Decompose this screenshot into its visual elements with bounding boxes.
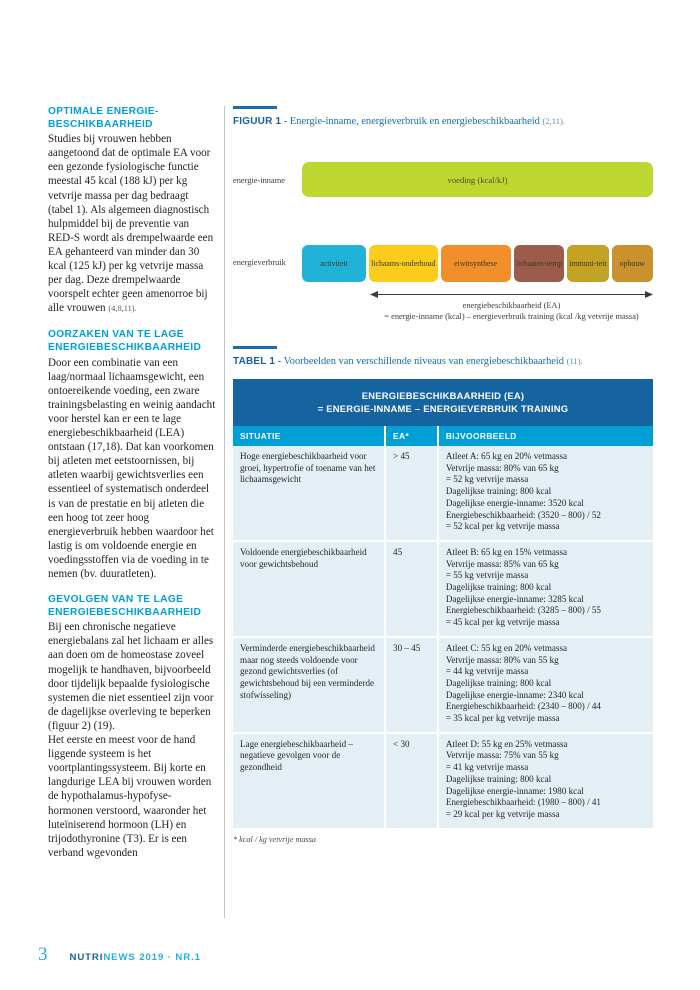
table-caption-reference: (11). xyxy=(566,356,583,366)
example-line: = 52 kcal per kg vetvrije massa xyxy=(445,521,560,532)
example-line: Energiebeschikbaarheid: (3520 – 800) / 52 xyxy=(445,509,601,520)
cell-situatie: Verminderde energiebeschikbaarheid maar nog steeds voldoende voor gezond gewichtsverlies (of gewichtsbehoud bij een verminderde stofwisseling) xyxy=(233,638,386,734)
page-number: 3 xyxy=(38,944,48,965)
body-paragraph: Bij een chronische negatieve energiebalans zal het lichaam er alles aan doen om de homeostase zoveel mogelijk te handhaven, bijvoorbeeld door tijdelijk bepaalde fysiologische systemen die niet essentieel zijn voor de dagelijkse overleving te beperken (figuur 2) (19). xyxy=(48,621,214,732)
example-line: = 55 kg vetvrije massa xyxy=(445,570,529,581)
expenditure-segments xyxy=(302,245,653,282)
segment-label: lichaams- xyxy=(371,258,402,268)
example-line: Vetvrije massa: 75% van 55 kg xyxy=(445,750,559,761)
figure-label-energie-inname: energie-inname xyxy=(233,176,285,185)
example-line: Dagelijkse energie-inname: 3520 kcal xyxy=(445,497,584,508)
ea-arrow-annotation xyxy=(370,290,653,322)
body-paragraph: Door een combinatie van een laag/normaal lichaamsgewicht, een ontoereikende voeding, een zware trainingsbelasting en weinig aandacht voor herstel kan er een te lage energiebeschikbaarheid (LEA) ontstaan (17,18). Dat kan voorkomen bij atleten met eetstoornissen, bij atleten waarbij gewichtsverlies een essentieel of systematisch onderdeel is van de prestatie en bij atleten die een hoog tot zeer hoog energieverbruik hebben waardoor het lastig is om voldoende energie en voedingsstoffen via de voeding in te nemen (bv. duuratleten). xyxy=(48,356,216,580)
cell-ea: < 30 xyxy=(386,734,439,828)
double-arrow-icon xyxy=(370,290,653,299)
example-line: Vetvrije massa: 80% van 55 kg xyxy=(445,654,559,665)
table-caption-text: - Voorbeelden van verschillende niveaus van energiebeschikbaarheid xyxy=(275,356,567,367)
table-title-line-2: = ENERGIE-INNAME – ENERGIEVERBRUIK TRAINING xyxy=(317,403,569,414)
segment-label: eiwitsynthese xyxy=(454,258,498,268)
right-content-column xyxy=(233,106,653,844)
intake-bar xyxy=(302,162,653,197)
table-1 xyxy=(233,379,653,828)
example-line: Dagelijkse training: 800 kcal xyxy=(445,677,552,688)
segment-label: onderhoud xyxy=(401,258,436,268)
table-footnote: * kcal / kg vetvrije massa xyxy=(233,834,316,844)
segment-label: teit xyxy=(596,258,607,268)
figure-caption xyxy=(233,115,653,128)
example-line: = 45 kcal per kg vetvrije massa xyxy=(445,617,560,628)
cell-ea: 30 – 45 xyxy=(386,638,439,734)
example-line: = 41 kg vetvrije massa xyxy=(445,762,529,773)
expenditure-segment xyxy=(441,245,511,282)
cell-situatie: Lage energiebeschikbaarheid – negatieve gevolgen voor de gezondheid xyxy=(233,734,386,828)
column-divider xyxy=(224,106,225,918)
table-title-row xyxy=(233,379,653,426)
example-line: Vetvrije massa: 85% van 65 kg xyxy=(445,558,559,569)
example-line: Atleet B: 65 kg en 15% vetmassa xyxy=(445,546,568,557)
ea-annotation-line-2: = energie-inname (kcal) – energieverbruik training (kcal /kg vetvrije massa) xyxy=(384,311,639,321)
left-text-column xyxy=(48,106,216,860)
cell-situatie: Voldoende energiebeschikbaarheid voor gewichtsbehoud xyxy=(233,542,386,638)
table-body xyxy=(233,446,653,828)
example-line: Dagelijkse energie-inname: 2340 kcal xyxy=(445,689,584,700)
example-line: Atleet C: 55 kg en 20% vetmassa xyxy=(445,642,568,653)
segment-label: activiteit xyxy=(320,258,348,268)
text-block xyxy=(48,329,216,581)
example-line: = 52 kg vetvrije massa xyxy=(445,474,529,485)
example-line: Energiebeschikbaarheid: (2340 – 800) / 44 xyxy=(445,701,601,712)
intake-bar-label: voeding (kcal/kJ) xyxy=(447,174,508,185)
example-line: Energiebeschikbaarheid: (1980 – 800) / 41 xyxy=(445,797,601,808)
cell-bijvoorbeeld xyxy=(439,638,653,734)
text-block xyxy=(48,594,216,860)
example-line: = 44 kg vetvrije massa xyxy=(445,666,529,677)
table-title-cell xyxy=(233,379,653,426)
table-header-row xyxy=(233,426,653,446)
ea-annotation-line-1: energiebeschikbaarheid (EA) xyxy=(462,301,561,310)
cell-bijvoorbeeld xyxy=(439,542,653,638)
cell-ea: 45 xyxy=(386,542,439,638)
page-footer xyxy=(38,944,201,966)
expenditure-segment xyxy=(612,245,653,282)
table-caption xyxy=(233,355,653,368)
expenditure-segment xyxy=(514,245,564,282)
segment-label: immuni- xyxy=(569,258,597,268)
example-line: Dagelijkse training: 800 kcal xyxy=(445,486,552,497)
expenditure-segment xyxy=(302,245,366,282)
segment-label: temp xyxy=(546,258,563,268)
column-header-ea: EA* xyxy=(386,426,439,446)
reference-marker: (4,8,11). xyxy=(108,304,137,314)
footer-brand-part-2: NEWS 2019 · NR.1 xyxy=(103,952,201,963)
table-row xyxy=(233,638,653,734)
footer-brand xyxy=(70,952,201,963)
table-row xyxy=(233,734,653,828)
example-line: Dagelijkse energie-inname: 1980 kcal xyxy=(445,785,584,796)
cell-situatie: Hoge energiebeschikbaarheid voor groei, hypertrofie of toename van het lichaamsgewicht xyxy=(233,446,386,542)
table-title-line-1: ENERGIEBESCHIKBAARHEID (EA) xyxy=(361,390,525,401)
expenditure-segment xyxy=(567,245,608,282)
example-line: Atleet A: 65 kg en 20% vetmassa xyxy=(445,451,568,461)
example-line: Dagelijkse training: 800 kcal xyxy=(445,582,552,593)
section-heading: GEVOLGEN VAN TE LAGE ENERGIEBESCHIKBAARHEID xyxy=(48,594,202,618)
example-line: Energiebeschikbaarheid: (3285 – 800) / 55 xyxy=(445,605,601,616)
column-header-bijvoorbeeld: BIJVOORBEELD xyxy=(439,426,653,446)
column-header-situatie: SITUATIE xyxy=(233,426,386,446)
table-section xyxy=(233,346,653,844)
section-heading: OORZAKEN VAN TE LAGE ENERGIEBESCHIKBAARHEID xyxy=(48,329,202,353)
table-accent-rule xyxy=(233,346,277,349)
cell-bijvoorbeeld xyxy=(439,734,653,828)
figure-label-energieverbruik: energieverbruik xyxy=(233,258,286,267)
body-paragraph: Het eerste en meest voor de hand liggende systeem is het voortplantingssysteem. Bij korte en langdurige LEA bij vrouwen worden de hypothalamus-hypofyse-hormonen verstoord, waaronder het luteïniserend hormoon (LH) en trijodothyronine (T3). Er is een verband wgevonden xyxy=(48,734,212,859)
table-row xyxy=(233,446,653,542)
example-line: = 35 kcal per kg vetvrije massa xyxy=(445,713,560,724)
example-line: Atleet D: 55 kg en 25% vetmassa xyxy=(445,738,568,749)
section-heading: OPTIMALE ENERGIE-BESCHIKBAARHEID xyxy=(48,106,159,130)
figure-caption-reference: (2,11). xyxy=(542,116,565,126)
figure-section xyxy=(233,106,653,338)
footer-brand-part-1: NUTRI xyxy=(69,952,104,963)
segment-label: lichaams- xyxy=(515,258,547,268)
figure-1-diagram xyxy=(233,148,653,338)
figure-accent-rule xyxy=(233,106,277,109)
body-paragraph: Studies bij vrouwen hebben aangetoond dat de optimale EA voor een gezonde fysiologische functie meestal 45 kcal (188 kJ) per kg vetvrije massa per dag bedraagt (tabel 1). Als algemeen diagnostisch hulpmiddel bij de preventie van RED-S wordt als drempelwaarde een EA gehanteerd van minder dan 30 kcal (125 kJ) per kg vetvrije massa per dag. Deze drempelwaarde voorspelt echter geen amenorroe bij alle vrouwen (4,8,11). xyxy=(48,133,214,315)
ea-annotation-text xyxy=(370,301,653,322)
figure-caption-text: - Energie-inname, energieverbruik en energiebeschikbaarheid xyxy=(281,116,543,127)
segment-label: opbouw xyxy=(619,258,645,268)
cell-ea: > 45 xyxy=(386,446,439,542)
table-caption-label: TABEL 1 xyxy=(233,356,276,367)
cell-bijvoorbeeld xyxy=(439,446,653,542)
table-column-headers xyxy=(233,426,653,446)
text-block xyxy=(48,106,216,316)
expenditure-segment xyxy=(369,245,437,282)
example-line: Dagelijkse training: 800 kcal xyxy=(445,773,552,784)
table-row xyxy=(233,542,653,638)
example-line: Dagelijkse energie-inname: 3285 kcal xyxy=(445,593,584,604)
example-line: = 29 kcal per kg vetvrije massa xyxy=(445,808,560,819)
example-line: Vetvrije massa: 80% van 65 kg xyxy=(445,462,559,473)
figure-caption-label: FIGUUR 1 xyxy=(233,116,282,127)
